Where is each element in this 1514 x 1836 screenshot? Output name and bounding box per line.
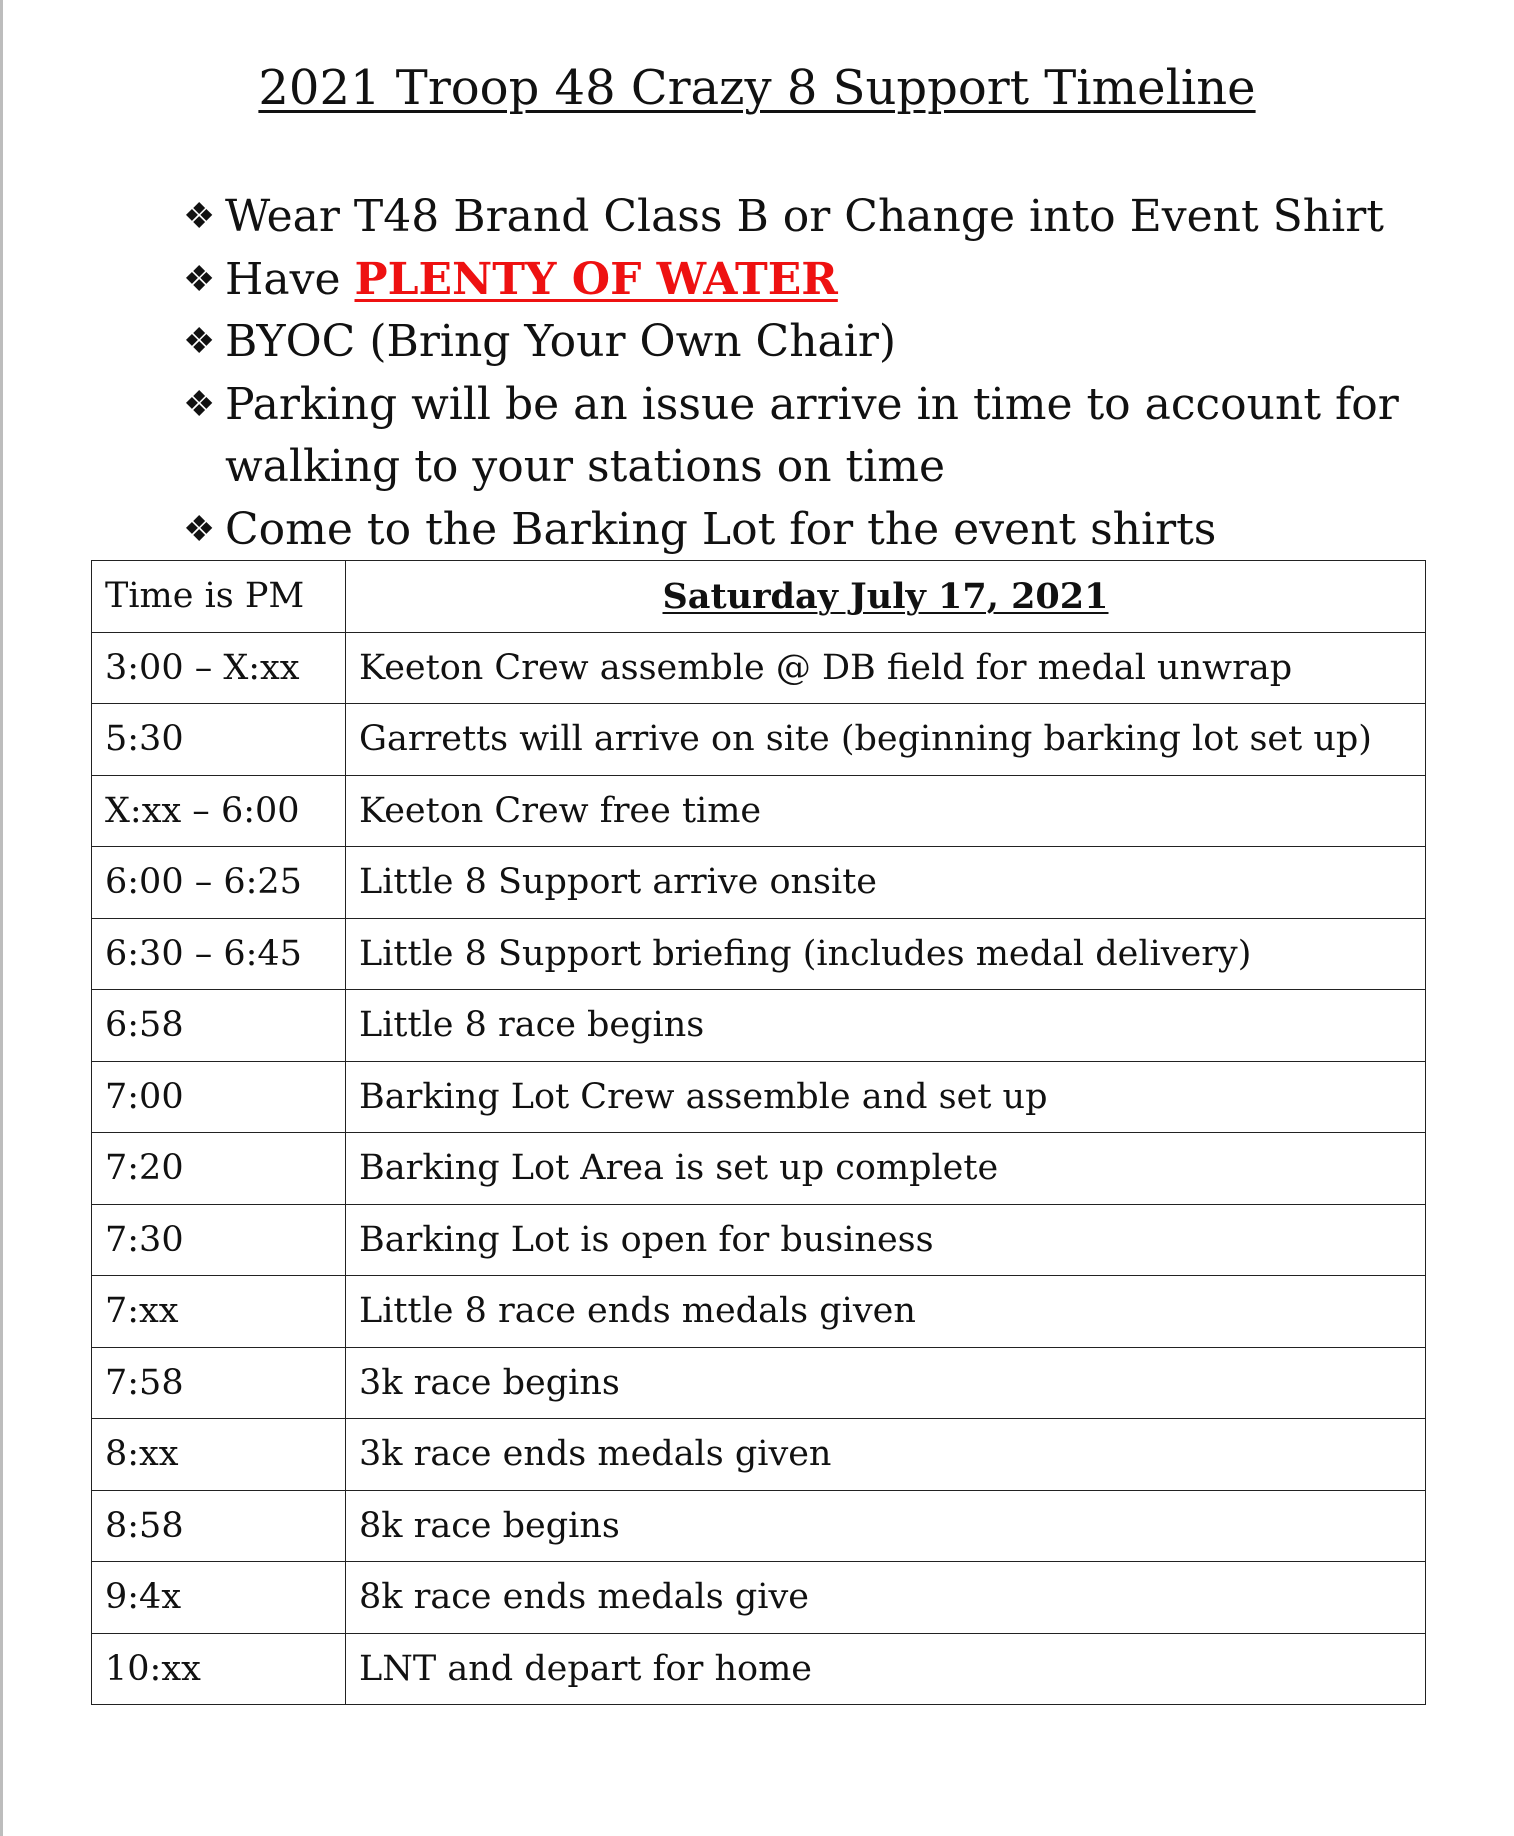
four-diamond-bullet-icon: ❖ bbox=[183, 196, 216, 237]
event-cell: Little 8 Support arrive onsite bbox=[346, 847, 1426, 919]
table-row bbox=[92, 1490, 1426, 1562]
table-row bbox=[92, 1276, 1426, 1348]
bullet-text: Come to the Barking Lot for the event shirts bbox=[225, 503, 1217, 555]
table-row bbox=[92, 775, 1426, 847]
time-cell: 7:58 bbox=[92, 1347, 346, 1419]
bullet-item bbox=[183, 499, 1483, 562]
time-cell: 7:xx bbox=[92, 1276, 346, 1348]
header-day: Saturday July 17, 2021 bbox=[346, 561, 1426, 633]
bullet-text-continued: walking to your stations on time bbox=[225, 441, 946, 492]
table-row bbox=[92, 1562, 1426, 1634]
page-left-edge bbox=[0, 0, 3, 1836]
event-cell: Garretts will arrive on site (beginning barking lot set up) bbox=[346, 704, 1426, 776]
table-row bbox=[92, 632, 1426, 704]
event-cell: Little 8 Support briefing (includes medal delivery) bbox=[346, 918, 1426, 990]
time-cell: 10:xx bbox=[92, 1633, 346, 1705]
table-row bbox=[92, 704, 1426, 776]
timeline-table bbox=[91, 560, 1426, 1705]
table-row bbox=[92, 847, 1426, 919]
bullet-item bbox=[183, 249, 1483, 312]
event-cell: 8k race begins bbox=[346, 1490, 1426, 1562]
time-cell: 6:00 – 6:25 bbox=[92, 847, 346, 919]
time-cell: 6:58 bbox=[92, 990, 346, 1062]
event-cell: Little 8 race ends medals given bbox=[346, 1276, 1426, 1348]
four-diamond-bullet-icon: ❖ bbox=[183, 258, 216, 300]
time-cell: 6:30 – 6:45 bbox=[92, 918, 346, 990]
time-cell: 5:30 bbox=[92, 704, 346, 776]
bullet-item bbox=[183, 374, 1483, 499]
bullet-text: Wear T48 Brand Class B or Change into Event Shirt bbox=[225, 191, 1384, 242]
table-row bbox=[92, 918, 1426, 990]
header-time: Time is PM bbox=[92, 561, 346, 633]
table-header-row bbox=[92, 561, 1426, 633]
table-row bbox=[92, 1061, 1426, 1133]
event-cell: LNT and depart for home bbox=[346, 1633, 1426, 1705]
event-cell: Barking Lot is open for business bbox=[346, 1204, 1426, 1276]
bullet-item bbox=[183, 311, 1483, 374]
event-cell: 8k race ends medals give bbox=[346, 1562, 1426, 1634]
time-cell: 3:00 – X:xx bbox=[92, 632, 346, 704]
event-cell: 3k race ends medals given bbox=[346, 1419, 1426, 1491]
event-cell: Barking Lot Crew assemble and set up bbox=[346, 1061, 1426, 1133]
event-cell: Keeton Crew assemble @ DB field for medal unwrap bbox=[346, 632, 1426, 704]
table-row bbox=[92, 1204, 1426, 1276]
table-row bbox=[92, 1133, 1426, 1205]
bullet-list bbox=[183, 186, 1483, 561]
event-cell: 3k race begins bbox=[346, 1347, 1426, 1419]
four-diamond-bullet-icon: ❖ bbox=[183, 383, 216, 425]
four-diamond-bullet-icon: ❖ bbox=[183, 508, 216, 550]
time-cell: 8:xx bbox=[92, 1419, 346, 1491]
water-emphasis: PLENTY OF WATER bbox=[354, 253, 838, 305]
bullet-text: BYOC (Bring Your Own Chair) bbox=[225, 316, 897, 367]
table-row bbox=[92, 990, 1426, 1062]
bullet-text: Have bbox=[225, 253, 355, 305]
event-cell: Keeton Crew free time bbox=[346, 775, 1426, 847]
bullet-item bbox=[183, 186, 1483, 249]
time-cell: 9:4x bbox=[92, 1562, 346, 1634]
time-cell: X:xx – 6:00 bbox=[92, 775, 346, 847]
event-cell: Barking Lot Area is set up complete bbox=[346, 1133, 1426, 1205]
time-cell: 7:00 bbox=[92, 1061, 346, 1133]
table-row bbox=[92, 1633, 1426, 1705]
table-row bbox=[92, 1347, 1426, 1419]
time-cell: 7:20 bbox=[92, 1133, 346, 1205]
time-cell: 8:58 bbox=[92, 1490, 346, 1562]
event-cell: Little 8 race begins bbox=[346, 990, 1426, 1062]
page-title: 2021 Troop 48 Crazy 8 Support Timeline bbox=[258, 60, 1256, 116]
four-diamond-bullet-icon: ❖ bbox=[183, 321, 216, 362]
time-cell: 7:30 bbox=[92, 1204, 346, 1276]
table-row bbox=[92, 1419, 1426, 1491]
bullet-text: Parking will be an issue arrive in time to account for bbox=[225, 378, 1399, 430]
